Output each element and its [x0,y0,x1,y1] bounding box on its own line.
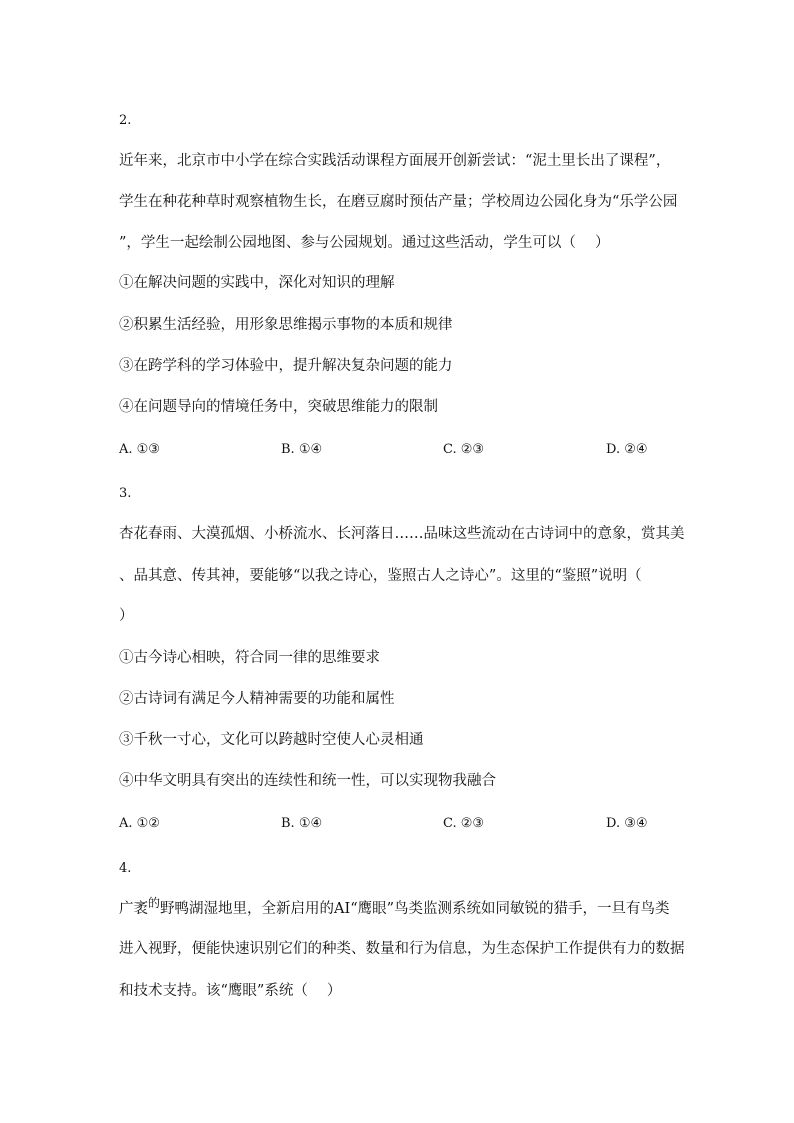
question-2-item-3: ③在跨学科的学习体验中，提升解决复杂问题的能力 [119,358,453,374]
question-2-stem-line-3: ”，学生一起绘制公园地图、参与公园规划。通过这些活动，学生可以（ ） [119,235,610,251]
question-3-stem-line-2: 、品其意、传其神，要能够“以我之诗心，鉴照古人之诗心”。这里的“鉴照”说明（ [119,568,642,584]
question-3-item-4: ④中华文明具有突出的连续性和统一性，可以实现物我融合 [119,773,496,789]
question-3-stem-line-3: ） [119,608,134,624]
question-3-options [119,816,679,836]
question-4-stem-line-1 [119,896,670,919]
option-a: A. ①③ [119,442,160,457]
question-3-item-2: ②古诗词有满足今人精神需要的功能和属性 [119,691,395,707]
question-3-number: 3. [119,486,132,501]
stem-text-start: 广袤 [119,901,148,917]
question-3-item-1: ①古今诗心相映，符合同一律的思维要求 [119,650,380,666]
option-d: D. ②④ [606,442,648,457]
question-2-number: 2. [119,113,132,128]
question-3-stem-line-1: 杏花春雨、大漠孤烟、小桥流水、长河落日……品味这些流动在古诗词中的意象，赏其美 [119,526,685,542]
question-2-stem-line-2: 学生在种花种草时观察植物生长，在磨豆腐时预估产量；学校周边公园化身为“乐学公园 [119,194,678,210]
question-4-stem-line-3: 和技术支持。该“鹰眼”系统（ ） [119,983,342,999]
option-c: C. ②③ [443,816,485,831]
question-2-item-2: ②积累生活经验，用形象思维揭示事物的本质和规律 [119,317,453,333]
option-b: B. ①④ [281,442,323,457]
question-4-number: 4. [119,861,132,876]
option-d: D. ③④ [606,816,648,831]
question-4-stem-line-2: 进入视野，便能快速识别它们的种类、数量和行为信息，为生态保护工作提供有力的数据 [119,941,685,957]
question-2-item-4: ④在问题导向的情境任务中，突破思维能力的限制 [119,399,438,415]
stem-text-rest: 野鸭湖湿地里，全新启用的AI“鹰眼”鸟类监测系统如同敏锐的猎手，一旦有鸟类 [160,901,670,917]
question-2-stem-line-1: 近年来，北京市中小学在综合实践活动课程方面展开创新尝试：“泥土里长出了课程”， [119,153,671,169]
question-3-item-3: ③千秋一寸心，文化可以跨越时空使人心灵相通 [119,732,424,748]
question-2-options [119,442,679,462]
option-a: A. ①② [119,816,160,831]
option-c: C. ②③ [443,442,485,457]
superscript-char: 的 [148,896,161,910]
question-2-item-1: ①在解决问题的实践中，深化对知识的理解 [119,275,395,291]
option-b: B. ①④ [281,816,323,831]
